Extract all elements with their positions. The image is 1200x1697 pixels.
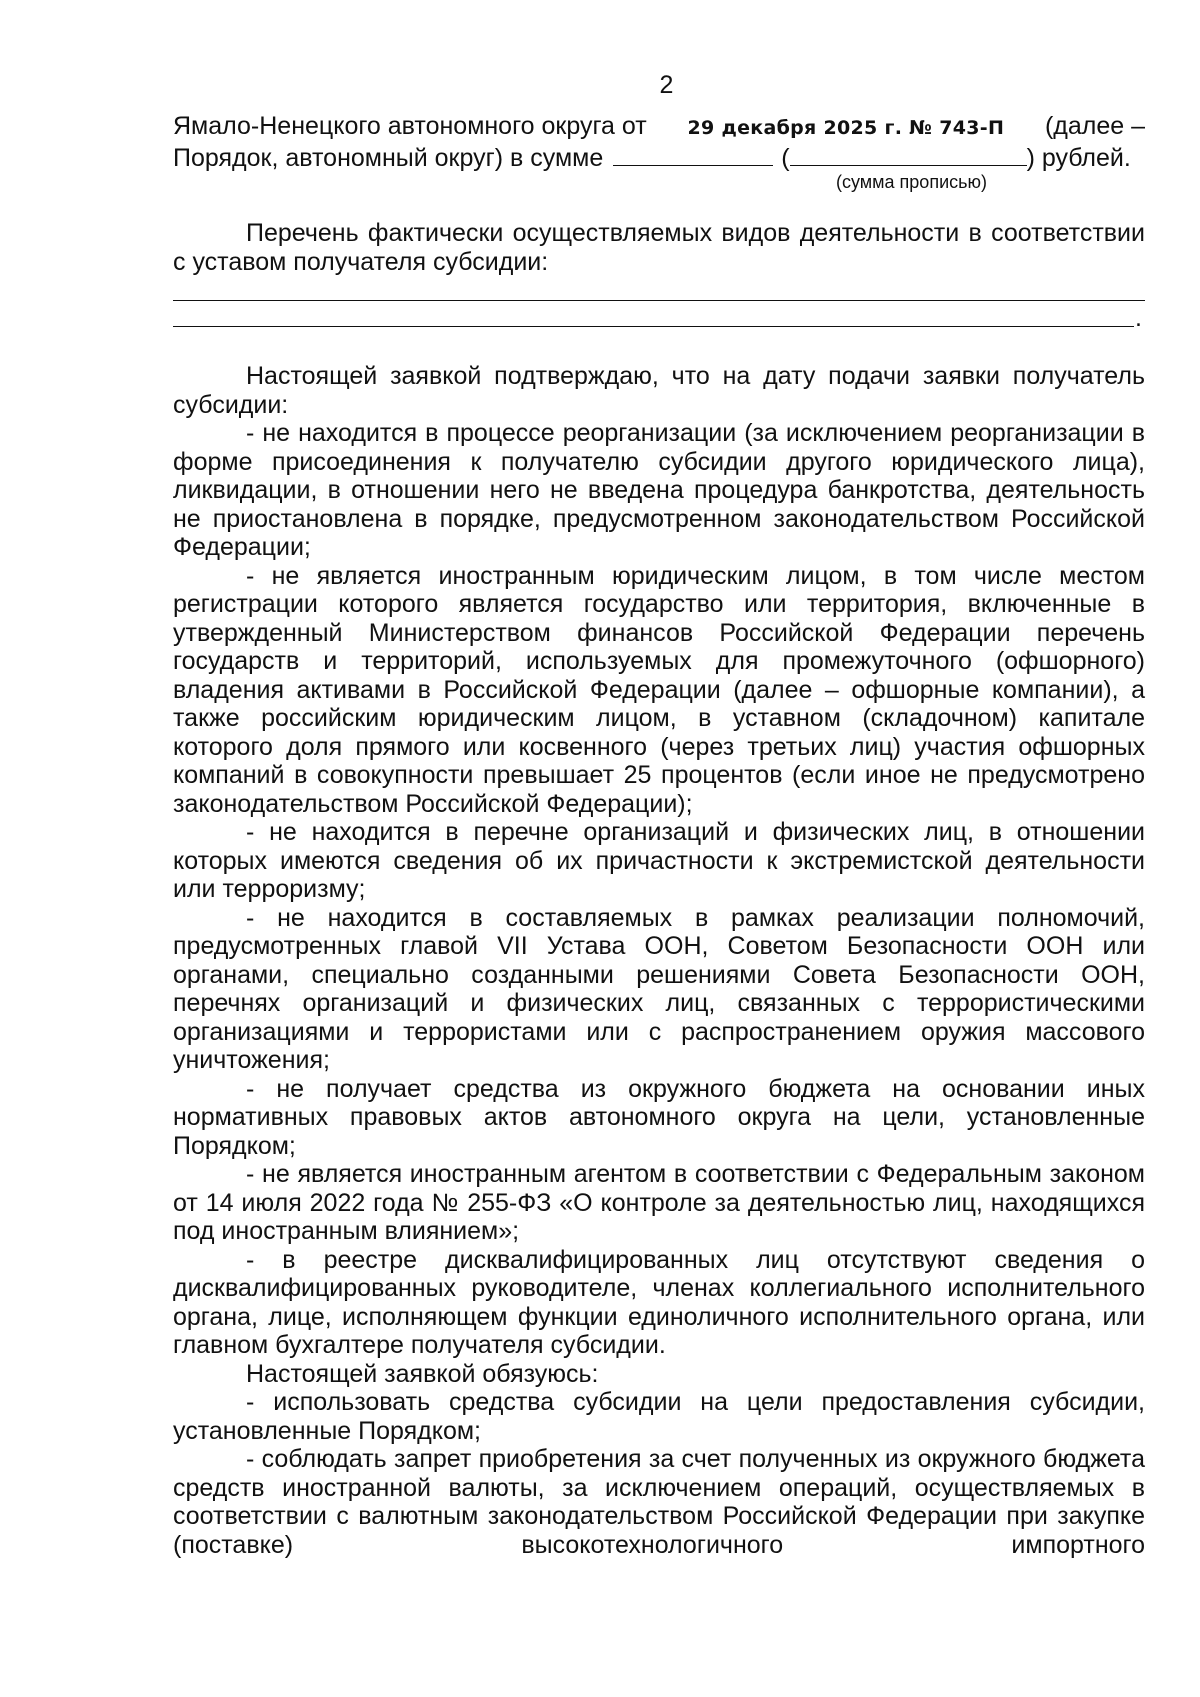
header-line-1-left: Ямало-Ненецкого автономного округа от	[173, 112, 647, 140]
list-item: - использовать средства субсидии на цели предоставления субсидии, установленные Порядком;	[173, 1388, 1145, 1445]
activities-blank-line-1[interactable]	[173, 276, 1145, 304]
activities-blank-line-2[interactable]	[173, 304, 1145, 332]
list-item: - не является иностранным агентом в соответствии с Федеральным законом от 14 июля 2022 года № 255-ФЗ «О контроле за деятельностью лиц, находящихся под иностранным влиянием»;	[173, 1160, 1145, 1245]
list-item: - не получает средства из окружного бюджета на основании иных нормативных правовых актов автономного округа на цели, установленные Порядком;	[173, 1074, 1145, 1160]
list-item: - в реестре дисквалифицированных лиц отсутствуют сведения о дисквалифицированных руководителе, членах коллегиального исполнительного органа, лице, исполняющем функции единоличного исполнительного органа, или главном бухгалтере получателя субсидии.	[173, 1245, 1145, 1359]
oblige-intro: Настоящей заявкой обязуюсь:	[246, 1359, 599, 1388]
activities-end-dot: .	[1135, 304, 1142, 332]
header-line-2-left: Порядок, автономный округ) в сумме	[173, 143, 604, 172]
activities-paragraph: Перечень фактически осуществляемых видов деятельности в соответствии с уставом получателя субсидии:	[173, 219, 1145, 276]
list-item: - не находится в процессе реорганизации (за исключением реорганизации в форме присоединения к получателю субсидии другого юридического лица), ликвидации, в отношении него не введена процедура банкротства, деятельность не приостановлена в порядке, предусмотренном законодательством Российской Федерации;	[173, 419, 1145, 561]
list-item: - не находится в составляемых в рамках реализации полномочий, предусмотренных главой VII Устава ООН, Советом Безопасности ООН или органами, специально созданными решениями Совета Безопасности ООН, перечнях организаций и физических лиц, связанных с террористическими организациями и террористами или с распространением оружия массового уничтожения;	[173, 903, 1145, 1074]
header-line-1-right: (далее –	[1044, 112, 1145, 140]
list-item: - соблюдать запрет приобретения за счет полученных из окружного бюджета средств иностранной валюты, за исключением операций, осуществляемых в соответствии с валютным законодательством Российской Федерации при закупке (поставке) высокотехнологичного импортного	[173, 1445, 1145, 1559]
document-page	[173, 70, 1145, 1559]
amount-in-words-hint: (сумма прописью)	[836, 172, 987, 192]
intro-paragraph: Настоящей заявкой подтверждаю, что на дату подачи заявки получатель субсидии:	[173, 362, 1145, 419]
header-line-1	[173, 112, 1145, 143]
document-reference: 29 декабря 2025 г. № 743-П	[687, 117, 1005, 139]
header-line-2	[173, 143, 1145, 173]
header-line-2-right: ) рублей.	[1026, 143, 1131, 172]
amount-blank-field[interactable]	[613, 143, 773, 166]
amount-words-blank-field[interactable]	[790, 143, 1027, 166]
list-item: - не является иностранным юридическим лицом, в том числе местом регистрации которого является государство или территория, включенные в утвержденный Министерством финансов Российской Федерации перечень государств и территорий, используемых для промежуточного (офшорного) владения активами в Российской Федерации (далее – офшорные компании), а также российским юридическим лицом, в уставном (складочном) капитале которого доля прямого или косвенного (через третьих лиц) участия офшорных компаний в совокупности превышает 25 процентов (если иное не предусмотрено законодательством Российской Федерации);	[173, 561, 1145, 818]
page-number: 2	[659, 71, 674, 99]
list-item: - не находится в перечне организаций и физических лиц, в отношении которых имеются сведения об их причастности к экстремистской деятельности или терроризму;	[173, 818, 1145, 903]
amount-words-open-paren: (	[781, 143, 790, 172]
